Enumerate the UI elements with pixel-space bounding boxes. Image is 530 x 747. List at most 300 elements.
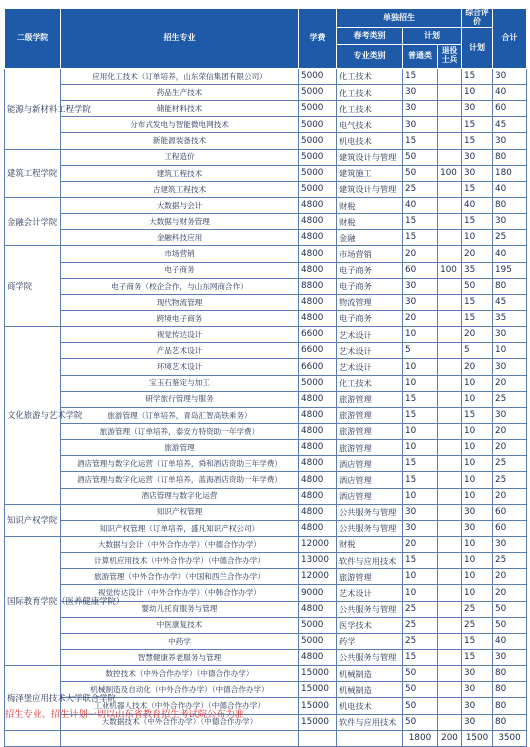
major-name: 知识产权管理 [61, 504, 299, 520]
major-name: 储能材料技术 [61, 101, 299, 117]
veteran-plan [438, 601, 462, 617]
tuition-fee: 5000 [299, 165, 337, 181]
row-total: 30 [493, 536, 527, 552]
veteran-plan [438, 666, 462, 682]
veteran-plan [438, 633, 462, 649]
row-total: 80 [493, 666, 527, 682]
regular-plan: 30 [403, 85, 438, 101]
table-row [5, 311, 527, 327]
comprehensive-plan: 40 [462, 198, 493, 214]
spring-category: 旅游管理 [337, 569, 403, 585]
row-total: 40 [493, 181, 527, 197]
spring-category: 电子商务 [337, 278, 403, 294]
row-total: 60 [493, 520, 527, 536]
spring-category: 机械制造 [337, 682, 403, 698]
regular-plan: 25 [403, 633, 438, 649]
table-row [5, 472, 527, 488]
header-comp-plan: 计划 [462, 27, 493, 68]
tuition-fee: 4800 [299, 488, 337, 504]
table-row [5, 117, 527, 133]
regular-plan: 50 [403, 682, 438, 698]
table-row [5, 536, 527, 552]
veteran-plan [438, 649, 462, 665]
regular-plan: 50 [403, 666, 438, 682]
veteran-plan [438, 504, 462, 520]
tuition-fee: 5000 [299, 117, 337, 133]
table-row [5, 617, 527, 633]
table-row [5, 165, 527, 181]
row-total: 20 [493, 569, 527, 585]
college-name: 商学院 [5, 246, 61, 327]
comprehensive-plan: 30 [462, 714, 493, 730]
comprehensive-plan: 35 [462, 262, 493, 278]
tuition-fee: 5000 [299, 85, 337, 101]
regular-plan: 20 [403, 536, 438, 552]
tuition-fee: 4800 [299, 520, 337, 536]
tuition-fee: 5000 [299, 149, 337, 165]
veteran-plan [438, 327, 462, 343]
tuition-fee: 6600 [299, 343, 337, 359]
regular-plan: 20 [403, 246, 438, 262]
regular-plan: 10 [403, 327, 438, 343]
regular-plan: 20 [403, 311, 438, 327]
spring-category: 化工技术 [337, 85, 403, 101]
tuition-fee: 5000 [299, 181, 337, 197]
major-name: 分布式发电与智能微电网技术 [61, 117, 299, 133]
regular-plan: 10 [403, 569, 438, 585]
tuition-fee: 5000 [299, 633, 337, 649]
spring-category: 电气技术 [337, 117, 403, 133]
comprehensive-plan: 25 [462, 617, 493, 633]
veteran-plan [438, 214, 462, 230]
tuition-fee: 4800 [299, 230, 337, 246]
tuition-fee: 12000 [299, 536, 337, 552]
spring-category: 建筑施工 [337, 165, 403, 181]
tuition-fee: 9000 [299, 585, 337, 601]
tuition-fee: 4800 [299, 294, 337, 310]
table-row [5, 294, 527, 310]
row-total: 45 [493, 294, 527, 310]
veteran-plan [438, 391, 462, 407]
row-total: 30 [493, 214, 527, 230]
veteran-plan [438, 230, 462, 246]
table-row [5, 262, 527, 278]
row-total: 80 [493, 698, 527, 714]
row-total: 20 [493, 375, 527, 391]
spring-category: 建筑设计与管理 [337, 149, 403, 165]
table-row [5, 569, 527, 585]
tuition-fee: 12000 [299, 569, 337, 585]
major-name: 机械制造及自动化（中外合作办学）（中德合作办学） [61, 682, 299, 698]
table-row [5, 407, 527, 423]
spring-category: 电子商务 [337, 311, 403, 327]
major-name: 宝玉石鉴定与加工 [61, 375, 299, 391]
table-row [5, 85, 527, 101]
tuition-fee: 5000 [299, 133, 337, 149]
spring-category: 软件与应用技术 [337, 714, 403, 730]
header-total: 合计 [493, 9, 527, 69]
regular-plan: 10 [403, 375, 438, 391]
table-row [5, 666, 527, 682]
veteran-plan [438, 617, 462, 633]
regular-plan: 30 [403, 504, 438, 520]
comprehensive-plan: 15 [462, 181, 493, 197]
major-name: 电子商务 [61, 262, 299, 278]
row-total: 40 [493, 85, 527, 101]
comprehensive-plan: 10 [462, 536, 493, 552]
comprehensive-plan: 30 [462, 520, 493, 536]
comprehensive-plan: 30 [462, 101, 493, 117]
row-total: 30 [493, 133, 527, 149]
major-name: 大数据与财务管理 [61, 214, 299, 230]
table-row [5, 456, 527, 472]
veteran-plan [438, 472, 462, 488]
spring-category: 软件与应用技术 [337, 553, 403, 569]
grand-total: 3500 [493, 730, 527, 746]
veteran-plan [438, 198, 462, 214]
tuition-fee: 4800 [299, 504, 337, 520]
table-body [5, 68, 527, 746]
veteran-plan [438, 488, 462, 504]
row-total: 50 [493, 601, 527, 617]
comprehensive-plan: 15 [462, 133, 493, 149]
row-total: 25 [493, 391, 527, 407]
major-name: 智慧健康养老服务与管理 [61, 649, 299, 665]
comprehensive-plan: 10 [462, 424, 493, 440]
spring-category: 公共服务与管理 [337, 601, 403, 617]
spring-category: 公共服务与管理 [337, 520, 403, 536]
major-name: 大数据与会计 [61, 198, 299, 214]
header-major-category: 专业类别 [337, 44, 403, 68]
total-regular: 1800 [403, 730, 438, 746]
major-name: 数控技术（中外合作办学）（中德合作办学） [61, 666, 299, 682]
header-major: 招生专业 [61, 9, 299, 69]
tuition-fee: 4800 [299, 649, 337, 665]
table-row [5, 633, 527, 649]
comprehensive-plan: 15 [462, 407, 493, 423]
major-name: 建筑工程技术 [61, 165, 299, 181]
comprehensive-plan: 15 [462, 117, 493, 133]
major-name: 环境艺术设计 [61, 359, 299, 375]
major-name: 市场营销 [61, 246, 299, 262]
admission-plan-table [4, 8, 527, 747]
veteran-plan [438, 278, 462, 294]
comprehensive-plan: 30 [462, 165, 493, 181]
tuition-fee: 6600 [299, 359, 337, 375]
comprehensive-plan: 50 [462, 278, 493, 294]
row-total: 50 [493, 617, 527, 633]
row-total: 80 [493, 714, 527, 730]
regular-plan: 30 [403, 101, 438, 117]
comprehensive-plan: 10 [462, 391, 493, 407]
row-total: 30 [493, 649, 527, 665]
regular-plan: 30 [403, 278, 438, 294]
veteran-plan [438, 536, 462, 552]
regular-plan: 25 [403, 601, 438, 617]
veteran-plan [438, 294, 462, 310]
tuition-fee: 4800 [299, 456, 337, 472]
spring-category: 财税 [337, 198, 403, 214]
table-row [5, 149, 527, 165]
veteran-plan [438, 117, 462, 133]
spring-category: 旅游管理 [337, 391, 403, 407]
veteran-plan [438, 407, 462, 423]
veteran-plan [438, 456, 462, 472]
spring-category: 建筑设计与管理 [337, 181, 403, 197]
major-name: 新能源装备技术 [61, 133, 299, 149]
veteran-plan [438, 101, 462, 117]
spring-category: 酒店管理 [337, 472, 403, 488]
tuition-fee: 4800 [299, 214, 337, 230]
spring-category: 旅游管理 [337, 407, 403, 423]
header-college: 二级学院 [5, 9, 61, 69]
tuition-fee: 4800 [299, 246, 337, 262]
spring-category: 物流管理 [337, 294, 403, 310]
spring-category: 机电技术 [337, 133, 403, 149]
header-comprehensive: 综合评价 [462, 9, 493, 28]
major-name: 工程造价 [61, 149, 299, 165]
row-total: 35 [493, 311, 527, 327]
comprehensive-plan: 10 [462, 488, 493, 504]
major-name: 药品生产技术 [61, 85, 299, 101]
regular-plan: 50 [403, 698, 438, 714]
spring-category: 电子商务 [337, 262, 403, 278]
major-name: 视觉传达设计 [61, 327, 299, 343]
tuition-fee: 4800 [299, 440, 337, 456]
row-total: 30 [493, 359, 527, 375]
row-total: 195 [493, 262, 527, 278]
tuition-fee: 6600 [299, 327, 337, 343]
regular-plan: 50 [403, 165, 438, 181]
footnote: 招生专业、招生计划一切以山东省教育招生考试院公布为准 [5, 709, 244, 720]
spring-category: 化工技术 [337, 375, 403, 391]
spring-category: 市场营销 [337, 246, 403, 262]
row-total: 30 [493, 407, 527, 423]
veteran-plan [438, 714, 462, 730]
tuition-fee: 4800 [299, 407, 337, 423]
tuition-fee: 4800 [299, 391, 337, 407]
comprehensive-plan: 10 [462, 585, 493, 601]
regular-plan: 30 [403, 117, 438, 133]
comprehensive-plan: 10 [462, 553, 493, 569]
table-row [5, 391, 527, 407]
tuition-fee: 15000 [299, 714, 337, 730]
veteran-plan [438, 149, 462, 165]
spring-category: 财税 [337, 214, 403, 230]
comprehensive-plan: 30 [462, 666, 493, 682]
regular-plan: 15 [403, 133, 438, 149]
major-name: 婴幼儿托育服务与管理 [61, 601, 299, 617]
row-total: 30 [493, 327, 527, 343]
total-veteran: 200 [438, 730, 462, 746]
spring-category: 艺术设计 [337, 343, 403, 359]
regular-plan: 10 [403, 488, 438, 504]
regular-plan: 15 [403, 553, 438, 569]
comprehensive-plan: 10 [462, 85, 493, 101]
spring-category: 酒店管理 [337, 456, 403, 472]
regular-plan: 40 [403, 198, 438, 214]
tuition-fee: 4800 [299, 601, 337, 617]
comprehensive-plan: 15 [462, 633, 493, 649]
table-row [5, 181, 527, 197]
major-name: 旅游管理 [61, 440, 299, 456]
totals-empty [337, 730, 403, 746]
major-name: 古建筑工程技术 [61, 181, 299, 197]
tuition-fee: 4800 [299, 262, 337, 278]
veteran-plan [438, 424, 462, 440]
major-name: 中药学 [61, 633, 299, 649]
comprehensive-plan: 30 [462, 698, 493, 714]
header-fee: 学费 [299, 9, 337, 69]
veteran-plan [438, 698, 462, 714]
comprehensive-plan: 30 [462, 504, 493, 520]
row-total: 10 [493, 343, 527, 359]
comprehensive-plan: 30 [462, 149, 493, 165]
table-row [5, 68, 527, 84]
comprehensive-plan: 30 [462, 682, 493, 698]
table-row [5, 327, 527, 343]
row-total: 80 [493, 198, 527, 214]
comprehensive-plan: 10 [462, 230, 493, 246]
veteran-plan [438, 585, 462, 601]
major-name: 金融科技应用 [61, 230, 299, 246]
spring-category: 艺术设计 [337, 359, 403, 375]
veteran-plan [438, 133, 462, 149]
table-row [5, 214, 527, 230]
major-name: 计算机应用技术（中外合作办学）（中德合作办学） [61, 553, 299, 569]
regular-plan: 50 [403, 149, 438, 165]
regular-plan: 10 [403, 440, 438, 456]
regular-plan: 15 [403, 230, 438, 246]
spring-category: 艺术设计 [337, 585, 403, 601]
comprehensive-plan: 10 [462, 440, 493, 456]
regular-plan: 30 [403, 520, 438, 536]
major-name: 酒店管理与数字化运营（订单培养，舜和酒店资助三年学费） [61, 456, 299, 472]
major-name: 工业机器人技术（中外合作办学）（中德合作办学） [61, 698, 299, 714]
table-row [5, 488, 527, 504]
regular-plan: 15 [403, 68, 438, 84]
regular-plan: 50 [403, 714, 438, 730]
comprehensive-plan: 15 [462, 214, 493, 230]
table-row [5, 198, 527, 214]
tuition-fee: 5000 [299, 68, 337, 84]
table-row [5, 553, 527, 569]
veteran-plan: 100 [438, 165, 462, 181]
major-name: 电子商务（校企合作，与山东网商合作） [61, 278, 299, 294]
college-name: 梅泽堡应用技术大学联合学院 [5, 666, 61, 731]
row-total: 25 [493, 230, 527, 246]
row-total: 30 [493, 68, 527, 84]
comprehensive-plan: 20 [462, 246, 493, 262]
comprehensive-plan: 25 [462, 601, 493, 617]
regular-plan: 15 [403, 456, 438, 472]
spring-category: 医学技术 [337, 617, 403, 633]
table-row [5, 230, 527, 246]
tuition-fee: 4800 [299, 472, 337, 488]
tuition-fee: 4800 [299, 198, 337, 214]
regular-plan: 15 [403, 472, 438, 488]
major-name: 旅游管理（订单培养，泰安方特资助一年学费） [61, 424, 299, 440]
row-total: 80 [493, 149, 527, 165]
comprehensive-plan: 15 [462, 311, 493, 327]
header-veteran: 退役士兵 [438, 44, 462, 68]
table-row [5, 440, 527, 456]
table-row [5, 424, 527, 440]
row-total: 20 [493, 440, 527, 456]
totals-empty [5, 730, 61, 746]
totals-row [5, 730, 527, 746]
tuition-fee: 4800 [299, 424, 337, 440]
spring-category: 公共服务与管理 [337, 504, 403, 520]
header-regular: 普通类 [403, 44, 438, 68]
table-row [5, 375, 527, 391]
veteran-plan [438, 68, 462, 84]
major-name: 旅游管理（订单培养，青岛汇智高铁乘务） [61, 407, 299, 423]
comprehensive-plan: 10 [462, 456, 493, 472]
comprehensive-plan: 15 [462, 68, 493, 84]
comprehensive-plan: 20 [462, 359, 493, 375]
row-total: 20 [493, 488, 527, 504]
table-row [5, 504, 527, 520]
veteran-plan [438, 181, 462, 197]
veteran-plan [438, 359, 462, 375]
college-name: 金融会计学院 [5, 198, 61, 246]
veteran-plan [438, 553, 462, 569]
comprehensive-plan: 15 [462, 294, 493, 310]
spring-category: 机电技术 [337, 698, 403, 714]
veteran-plan [438, 682, 462, 698]
tuition-fee: 5000 [299, 101, 337, 117]
row-total: 60 [493, 504, 527, 520]
veteran-plan [438, 520, 462, 536]
spring-category: 化工技术 [337, 68, 403, 84]
table-row [5, 649, 527, 665]
row-total: 80 [493, 278, 527, 294]
veteran-plan [438, 343, 462, 359]
major-name: 大数据技术（中外合作办学）（中德合作办学） [61, 714, 299, 730]
spring-category: 酒店管理 [337, 488, 403, 504]
spring-category: 公共服务与管理 [337, 649, 403, 665]
row-total: 25 [493, 472, 527, 488]
spring-category: 化工技术 [337, 101, 403, 117]
regular-plan: 10 [403, 424, 438, 440]
tuition-fee: 8800 [299, 278, 337, 294]
comprehensive-plan: 20 [462, 327, 493, 343]
row-total: 45 [493, 117, 527, 133]
major-name: 应用化工技术（订单培养，山东荣信集团有限公司） [61, 68, 299, 84]
major-name: 现代物流管理 [61, 294, 299, 310]
spring-category: 旅游管理 [337, 440, 403, 456]
tuition-fee: 4800 [299, 311, 337, 327]
table-row [5, 246, 527, 262]
major-name: 酒店管理与数字化运营（订单培养，蓝海酒店资助一年学费） [61, 472, 299, 488]
row-total: 20 [493, 424, 527, 440]
total-comprehensive: 1500 [462, 730, 493, 746]
row-total: 80 [493, 682, 527, 698]
table-row [5, 520, 527, 536]
college-name: 文化旅游与艺术学院 [5, 327, 61, 505]
college-name: 能源与新材料工程学院 [5, 68, 61, 149]
table-row [5, 359, 527, 375]
veteran-plan: 100 [438, 262, 462, 278]
row-total: 40 [493, 246, 527, 262]
table-row [5, 278, 527, 294]
spring-category: 药学 [337, 633, 403, 649]
row-total: 25 [493, 456, 527, 472]
comprehensive-plan: 10 [462, 375, 493, 391]
tuition-fee: 13000 [299, 553, 337, 569]
spring-category: 旅游管理 [337, 424, 403, 440]
